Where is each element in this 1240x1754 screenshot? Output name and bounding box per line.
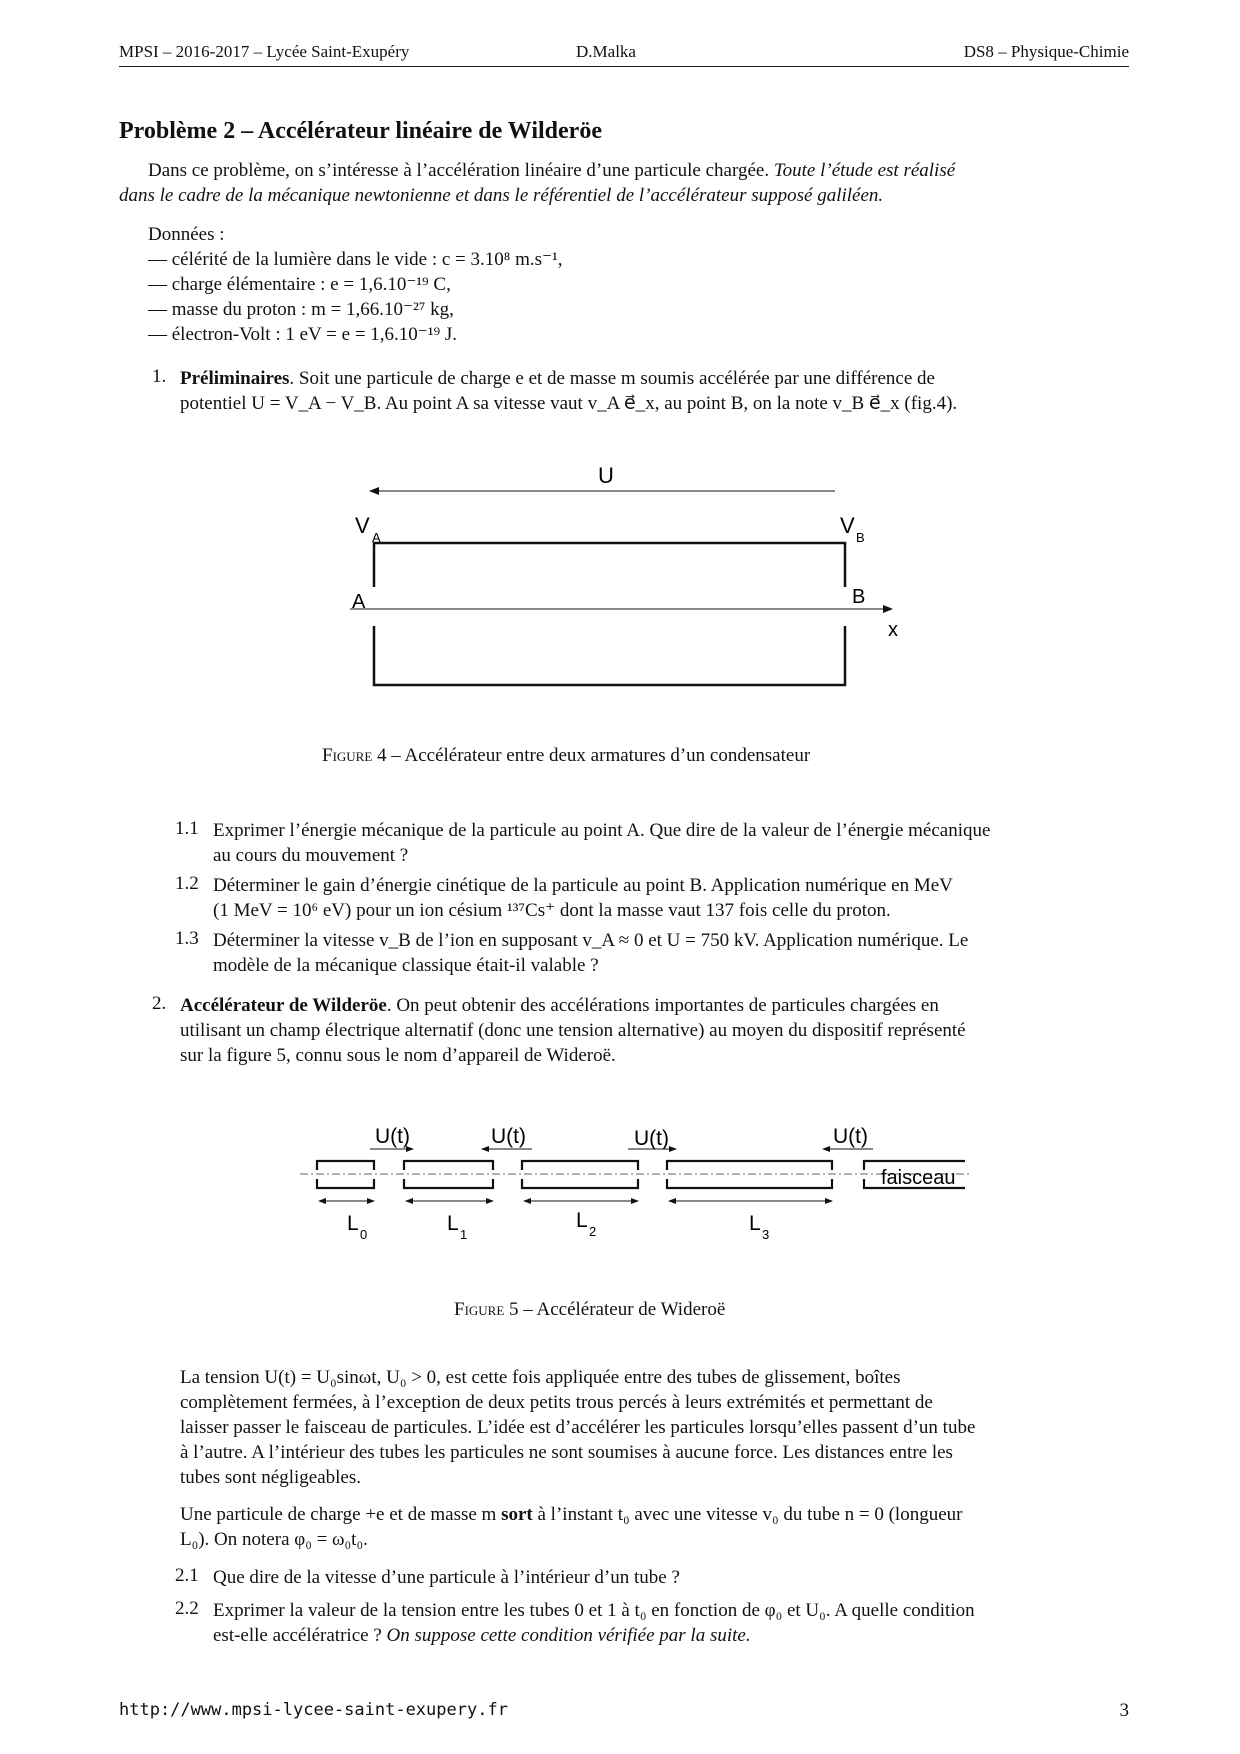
sub1-line: au cours du mouvement ? — [213, 845, 409, 866]
header-right: DS8 – Physique-Chimie — [963, 42, 1129, 61]
header-center: D.Malka — [576, 42, 636, 61]
fig5-u-label: U(t) — [491, 1125, 526, 1148]
figure-4-caption — [322, 745, 810, 767]
fig4-label-u: U — [598, 463, 614, 488]
sub2-italic: On suppose cette condition vérifiée par la suite. — [386, 1625, 751, 1646]
fig5-l-sub: 2 — [589, 1224, 597, 1239]
particule-paragraph — [180, 1502, 1129, 1552]
header-left: MPSI – 2016-2017 – Lycée Saint-Exupéry — [119, 42, 410, 61]
sub2-number: 2.2 — [175, 1598, 199, 1619]
q2-bold: Accélérateur de Wilderöe — [180, 995, 387, 1016]
donnees-item: — masse du proton : m = 1,66.10⁻²⁷ kg, — [148, 299, 454, 320]
fig5-caption-text: – Accélérateur de Wideroë — [518, 1299, 726, 1320]
footer-url[interactable]: http://www.mpsi-lycee-saint-exupery.fr — [119, 1700, 508, 1720]
donnees-item: — célérité de la lumière dans le vide : c = 3.10⁸ m.s⁻¹, — [148, 249, 563, 270]
fig5-u-label: U(t) — [375, 1125, 410, 1148]
fig5-u-label: U(t) — [634, 1127, 669, 1150]
fig4-label-x: x — [888, 619, 898, 641]
q1-line2: potentiel U = V_A − V_B. Au point A sa vitesse vaut v_A e⃗_x, au point B, on la note v_B e⃗_x (fig.4). — [180, 393, 958, 414]
sub1-line: Exprimer l’énergie mécanique de la particule au point A. Que dire de la valeur de l’énergie mécanique — [213, 820, 991, 841]
donnees-item: — électron-Volt : 1 eV = e = 1,6.10⁻¹⁹ J. — [148, 324, 458, 345]
figure-5-diagram — [300, 1115, 980, 1250]
sub2-line: est-elle accélératrice ? — [213, 1625, 387, 1646]
fig5-l-label: L — [749, 1212, 761, 1235]
intro-text: Dans ce problème, on s’intéresse à l’accélération linéaire d’une particule chargée. — [148, 160, 770, 181]
intro-paragraph — [119, 158, 1129, 208]
particule-text: à l’instant t₀ avec une vitesse v₀ du tube n = 0 (longueur — [532, 1504, 963, 1525]
sub1-item — [213, 873, 1129, 923]
donnees-heading: Données : — [148, 224, 225, 245]
fig5-caption-prefix: Figure 5 — [454, 1299, 519, 1320]
tension-line: complètement fermées, à l’exception de deux petits trous percés à leurs extrémités et permettant de — [180, 1392, 933, 1413]
tension-line: laisser passer le faisceau de particules. L’idée est d’accélérer les particules lorsqu’elles passent d’un tube — [180, 1417, 976, 1438]
q1-bold: Préliminaires — [180, 368, 290, 389]
fig5-u-label: U(t) — [833, 1125, 868, 1148]
intro-italic-2: dans le cadre de la mécanique newtonienne et dans le référentiel de l’accélérateur supposé galiléen. — [119, 185, 884, 206]
fig4-label-va-sub: A — [372, 530, 381, 545]
sub1-line: Déterminer le gain d’énergie cinétique de la particule au point B. Application numérique en MeV — [213, 875, 953, 896]
particule-bold: sort — [501, 1504, 533, 1525]
sub1-number: 1.1 — [175, 818, 199, 839]
sub2-number: 2.1 — [175, 1565, 199, 1586]
donnees-item: — charge élémentaire : e = 1,6.10⁻¹⁹ C, — [148, 274, 451, 295]
sub1-line: (1 MeV = 10⁶ eV) pour un ion césium ¹³⁷Cs⁺ dont la masse vaut 137 fois celle du proton. — [213, 900, 891, 921]
q2-paragraph — [180, 993, 1129, 1068]
sub1-line: Déterminer la vitesse v_B de l’ion en supposant v_A ≈ 0 et U = 750 kV. Application numérique. Le — [213, 930, 969, 951]
fig5-l-label: L — [447, 1212, 459, 1235]
sub2-item — [213, 1565, 1129, 1590]
fig4-label-a: A — [352, 591, 366, 613]
sub1-number: 1.3 — [175, 928, 199, 949]
fig5-l-sub: 1 — [460, 1227, 468, 1242]
donnees-block — [148, 222, 1048, 347]
fig5-l-sub: 3 — [762, 1227, 770, 1242]
fig5-l-label: L — [576, 1209, 588, 1232]
fig4-top-plate — [374, 543, 845, 587]
sub2-line: Exprimer la valeur de la tension entre les tubes 0 et 1 à t₀ en fonction de φ₀ et U₀. A quelle condition — [213, 1600, 975, 1621]
sub2-item — [213, 1598, 1129, 1648]
fig4-label-vb-sub: B — [856, 530, 865, 545]
q2-line3: sur la figure 5, connu sous le nom d’appareil de Wideroë. — [180, 1045, 616, 1066]
sub1-item — [213, 818, 1129, 868]
fig4-label-va: V — [355, 513, 370, 538]
q2-line1: . On peut obtenir des accélérations importantes de particules chargées en — [386, 995, 939, 1016]
tension-line: tubes sont négligeables. — [180, 1467, 361, 1488]
fig4-label-vb: V — [840, 513, 855, 538]
tension-paragraph — [180, 1365, 1129, 1490]
page-number: 3 — [1119, 1700, 1129, 1721]
tension-line: La tension U(t) = U₀sinωt, U₀ > 0, est cette fois appliquée entre des tubes de glissement, boîtes — [180, 1367, 901, 1388]
q1-paragraph — [180, 366, 1129, 416]
fig4-bottom-plate — [374, 626, 845, 685]
sub2-line: Que dire de la vitesse d’une particule à l’intérieur d’un tube ? — [213, 1567, 680, 1588]
sub1-line: modèle de la mécanique classique était-il valable ? — [213, 955, 599, 976]
intro-italic-1: Toute l’étude est réalisé — [773, 160, 956, 181]
q2-number: 2. — [152, 993, 167, 1014]
sub1-item — [213, 928, 1129, 978]
figure-5-caption — [454, 1299, 725, 1321]
q2-line2: utilisant un champ électrique alternatif (donc une tension alternative) au moyen du dispositif représenté — [180, 1020, 966, 1041]
q1-line1: . Soit une particule de charge e et de masse m soumis accélérée par une différence de — [289, 368, 935, 389]
fig5-l-sub: 0 — [360, 1227, 368, 1242]
sub1-number: 1.2 — [175, 873, 199, 894]
header-rule — [119, 66, 1129, 67]
fig4-caption-text: – Accélérateur entre deux armatures d’un condensateur — [386, 745, 811, 766]
figure-4-diagram — [340, 455, 920, 695]
particule-line2: L₀). On notera φ₀ = ω₀t₀. — [180, 1529, 368, 1550]
particule-text: Une particule de charge +e et de masse m — [180, 1504, 502, 1525]
tension-line: à l’autre. A l’intérieur des tubes les particules ne sont soumises à aucune force. Les distances entre les — [180, 1442, 953, 1463]
fig5-faisceau-label: faisceau — [881, 1167, 956, 1189]
fig4-label-b: B — [852, 586, 866, 608]
fig5-l-label: L — [347, 1212, 359, 1235]
fig4-caption-prefix: Figure 4 — [322, 745, 387, 766]
problem-title: Problème 2 – Accélérateur linéaire de Wilderöe — [119, 118, 602, 144]
q1-number: 1. — [152, 366, 167, 387]
